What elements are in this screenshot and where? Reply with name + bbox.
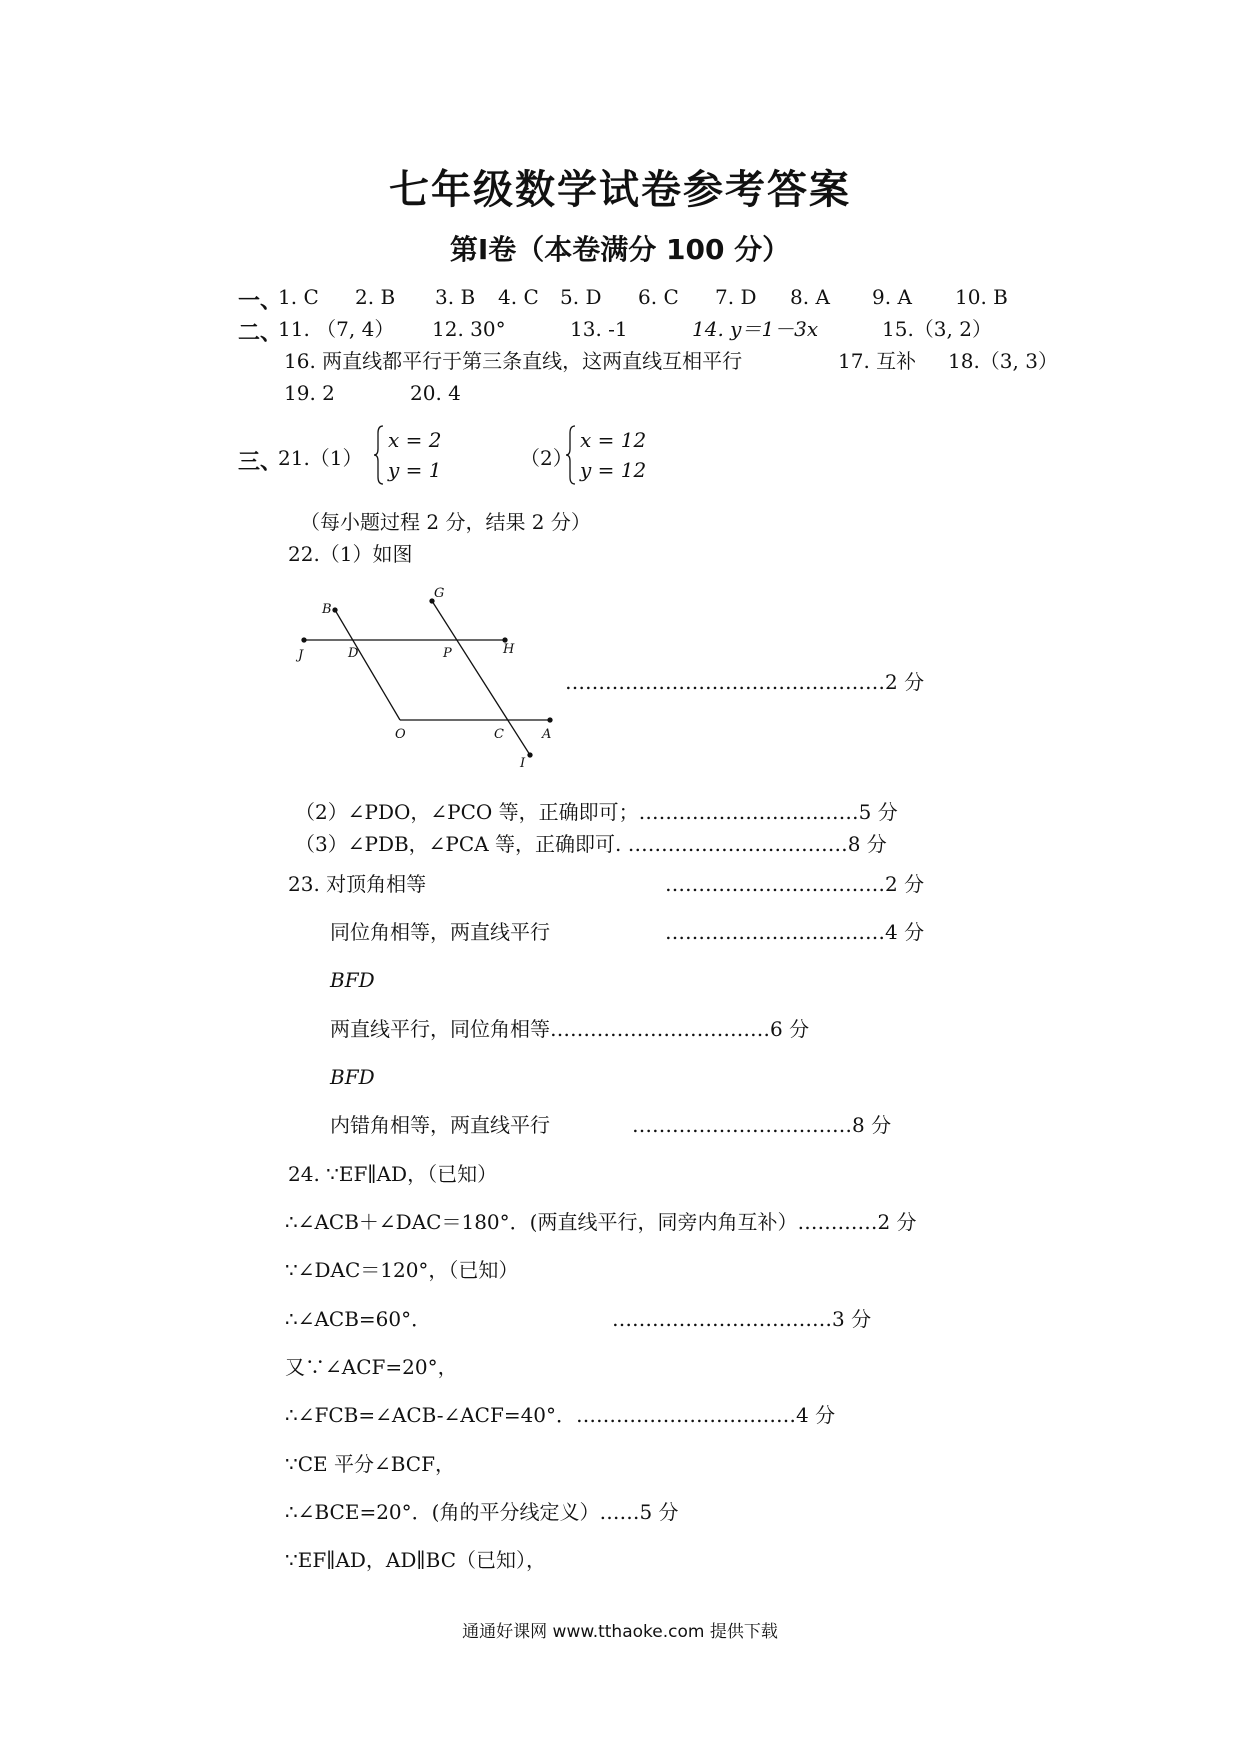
q23-line-3: BFD [330, 968, 375, 992]
q24-line-4: ∴∠ACB=60°． [285, 1307, 432, 1331]
brace-icon [374, 425, 384, 485]
label-p: P [443, 646, 452, 661]
q22-head: 22.（1）如图 [288, 542, 413, 566]
answer-18: 18.（3, 3） [948, 349, 1058, 373]
q22-figure [280, 580, 580, 780]
q23-score-2: ……………………………4 分 [665, 920, 925, 944]
answer-15: 15.（3, 2） [882, 317, 992, 341]
label-o: O [395, 727, 406, 742]
q23-line-2: 同位角相等，两直线平行 [330, 920, 550, 944]
point-j [302, 638, 306, 642]
answer-17: 17. 互补 [838, 349, 917, 373]
q24-line-9: ∵EF∥AD，AD∥BC（已知）， [285, 1548, 547, 1572]
answer-4: 4. C [498, 285, 539, 309]
q22-line-3: （3）∠PDB，∠PCA 等，正确即可. ……………………………8 分 [295, 832, 887, 856]
page-subtitle: 第Ⅰ卷（本卷满分 100 分） [449, 233, 791, 266]
q24-line-5: 又∵∠ACF=20°， [285, 1355, 458, 1379]
answer-12: 12. 30° [432, 317, 506, 341]
q23-line-6: 内错角相等，两直线平行 [330, 1113, 550, 1137]
label-j: J [298, 648, 304, 663]
q23-score-1: ……………………………2 分 [665, 872, 925, 896]
point-i [528, 753, 532, 757]
q24-line-3: ∵∠DAC＝120°，（已知） [285, 1258, 519, 1282]
answer-11: 11. （7, 4） [278, 317, 395, 341]
q21-note: （每小题过程 2 分，结果 2 分） [300, 510, 591, 534]
answer-13: 13. -1 [570, 317, 628, 341]
section-1-label: 一、 [238, 289, 283, 314]
q24-line-6: ∴∠FCB=∠ACB-∠ACF=40°．……………………………4 分 [285, 1403, 836, 1427]
page-footer: 通通好课网 www.tthaoke.com 提供下载 [462, 1622, 778, 1642]
answer-19: 19. 2 [284, 381, 335, 405]
label-i: I [520, 756, 526, 771]
q24-line-7: ∵CE 平分∠BCF， [285, 1452, 455, 1476]
line-bo [335, 610, 400, 720]
q24-score-4: ……………………………3 分 [612, 1307, 872, 1331]
q24-line-8: ∴∠BCE=20°．(角的平分线定义）……5 分 [285, 1500, 679, 1524]
answer-14: 14. y＝1－3x [692, 317, 819, 341]
section-2-label: 二、 [238, 321, 283, 346]
line-gi [432, 601, 530, 755]
label-h: H [503, 642, 515, 657]
q22-score-1: …………………………………………2 分 [565, 670, 925, 694]
answer-6: 6. C [638, 285, 679, 309]
answer-10: 10. B [955, 285, 1008, 309]
answer-8: 8. A [790, 285, 830, 309]
label-g: G [434, 586, 445, 601]
point-b [333, 608, 337, 612]
q21-part2-label: （2） [520, 446, 573, 470]
answer-20: 20. 4 [410, 381, 461, 405]
q22-line-2: （2）∠PDO，∠PCO 等，正确即可；……………………………5 分 [295, 800, 898, 824]
point-a [548, 718, 552, 722]
q21-prefix: 21.（1） [278, 446, 363, 470]
q23-line-4: 两直线平行，同位角相等……………………………6 分 [330, 1017, 810, 1041]
q23-line-1: 23. 对顶角相等 [288, 872, 427, 896]
q21-s2-y: y = 12 [580, 458, 647, 482]
label-b: B [322, 602, 332, 617]
q23-score-6: ……………………………8 分 [632, 1113, 892, 1137]
label-c: C [494, 727, 504, 742]
label-a: A [542, 727, 552, 742]
q21-s2-x: x = 12 [580, 428, 647, 452]
q21-system-2 [560, 425, 646, 485]
q24-line-2: ∴∠ACB＋∠DAC＝180°．(两直线平行，同旁内角互补）…………2 分 [285, 1210, 917, 1234]
answer-16: 16. 两直线都平行于第三条直线，这两直线互相平行 [284, 349, 743, 373]
q21-s1-x: x = 2 [388, 428, 442, 452]
q21-system-1 [368, 425, 442, 485]
section-3-label: 三、 [238, 450, 283, 475]
q21-s1-y: y = 1 [388, 458, 442, 482]
answer-9: 9. A [872, 285, 912, 309]
page-title: 七年级数学试卷参考答案 [389, 167, 851, 213]
q24-line-1: 24. ∵EF∥AD，（已知） [288, 1162, 498, 1186]
answer-1: 1. C [278, 285, 319, 309]
brace-icon [566, 425, 576, 485]
answer-7: 7. D [715, 285, 757, 309]
answer-3: 3. B [435, 285, 476, 309]
q23-line-5: BFD [330, 1065, 375, 1089]
label-d: D [348, 646, 359, 661]
answer-2: 2. B [355, 285, 396, 309]
answer-5: 5. D [560, 285, 602, 309]
